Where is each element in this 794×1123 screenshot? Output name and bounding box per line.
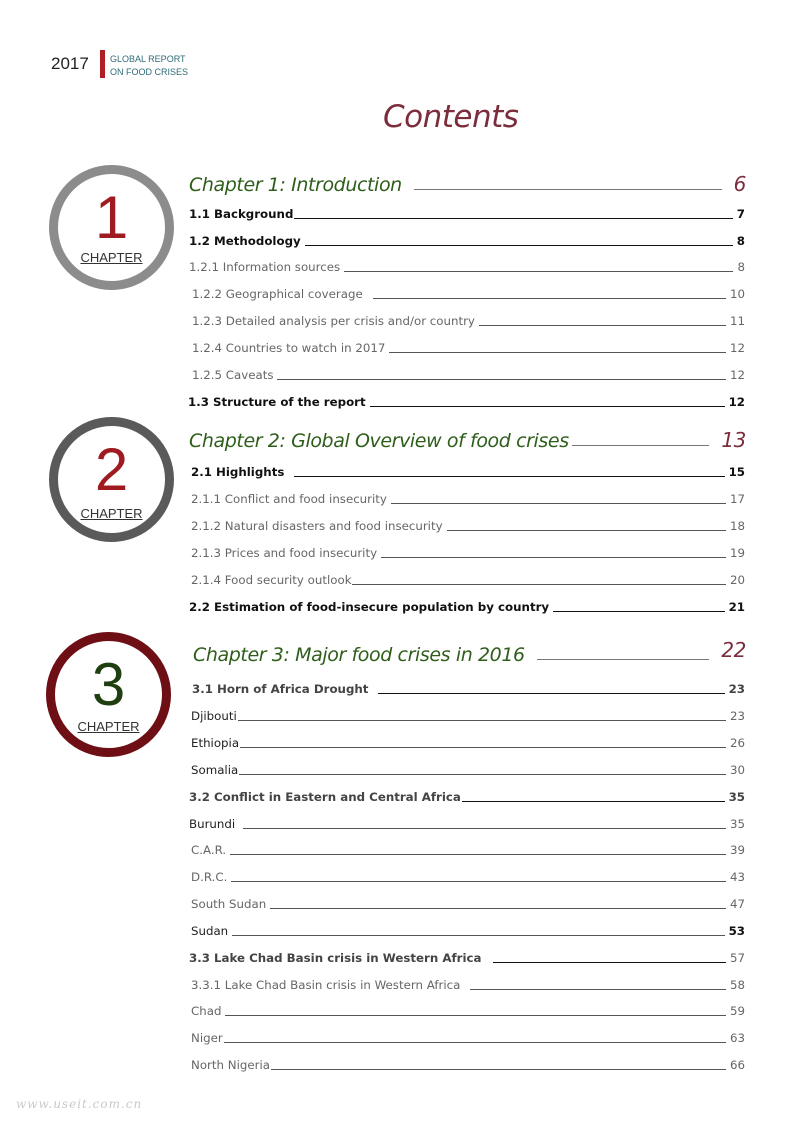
toc-entry[interactable] — [189, 789, 745, 805]
toc-entry[interactable] — [191, 923, 745, 939]
watermark: www.useit.com.cn — [16, 1097, 143, 1111]
toc-entry-label: 2.1.3 Prices and food insecurity — [191, 546, 378, 560]
toc-entry[interactable] — [191, 869, 745, 885]
toc-leader — [243, 828, 726, 829]
toc-leader — [447, 530, 726, 531]
toc-entry-page: 17 — [729, 492, 745, 506]
chapter-2-badge — [49, 417, 174, 542]
toc-chapter-title: Chapter 2: Global Overview of food crises — [189, 430, 569, 452]
toc-leader — [294, 218, 732, 219]
toc-leader — [225, 1015, 726, 1016]
toc-leader — [344, 271, 733, 272]
toc-leader — [240, 747, 726, 748]
report-year: 2017 — [51, 54, 89, 73]
toc-entry[interactable] — [189, 233, 745, 249]
toc-entry[interactable] — [191, 1057, 745, 1073]
header-accent-bar — [100, 50, 105, 78]
toc-entry-label: 2.1 Highlights — [191, 465, 285, 479]
toc-entry-label: Djibouti — [191, 709, 237, 723]
toc-leader — [373, 298, 726, 299]
toc-chapter-heading[interactable] — [189, 172, 746, 196]
toc-leader — [479, 325, 726, 326]
toc-entry-label: 1.2.4 Countries to watch in 2017 — [192, 341, 386, 355]
toc-entry-page: 21 — [728, 600, 745, 614]
report-title-line1: GLOBAL REPORT — [110, 54, 186, 64]
toc-entry-page: 12 — [729, 341, 745, 355]
toc-entry[interactable] — [191, 491, 745, 507]
toc-leader — [352, 584, 726, 585]
page-title: Contents — [383, 99, 519, 135]
chapter-1-badge — [49, 165, 174, 290]
toc-chapter-heading[interactable] — [189, 428, 746, 452]
toc-entry-page: 20 — [729, 573, 745, 587]
toc-entry-page: 12 — [729, 368, 745, 382]
toc-entry-page: 43 — [729, 870, 745, 884]
toc-entry[interactable] — [191, 896, 745, 912]
toc-entry-label: 1.2.2 Geographical coverage — [192, 287, 363, 301]
chapter-1-badge-number: 1 — [94, 184, 129, 251]
toc-leader — [389, 352, 726, 353]
toc-entry[interactable] — [191, 518, 745, 534]
toc-entry-label: Somalia — [191, 763, 239, 777]
toc-entry-label: Chad — [191, 1004, 222, 1018]
toc-entry-page: 18 — [729, 519, 745, 533]
toc-entry-page: 10 — [729, 287, 745, 301]
toc-leader — [370, 406, 725, 407]
toc-entry-page: 23 — [728, 682, 745, 696]
toc-entry-page: 26 — [729, 736, 745, 750]
toc-leader — [414, 189, 722, 190]
toc-entry[interactable] — [191, 762, 745, 778]
toc-leader — [381, 557, 726, 558]
toc-entry-label: 1.2 Methodology — [189, 234, 301, 248]
toc-entry-label: Sudan — [191, 924, 229, 938]
toc-entry-label: 1.1 Background — [189, 207, 294, 221]
toc-entry[interactable] — [191, 708, 745, 724]
toc-entry-label: 1.2.5 Caveats — [192, 368, 274, 382]
toc-entry-label: 3.3.1 Lake Chad Basin crisis in Western Africa — [191, 978, 461, 992]
toc-entry[interactable] — [191, 572, 745, 588]
chapter-3-badge-number: 3 — [91, 651, 126, 718]
toc-leader — [462, 801, 725, 802]
toc-chapter-page: 22 — [721, 638, 746, 662]
toc-leader — [391, 503, 726, 504]
toc-leader — [270, 908, 726, 909]
toc-entry[interactable] — [191, 842, 745, 858]
toc-entry[interactable] — [191, 1030, 745, 1046]
chapter-2-badge-number: 2 — [94, 436, 129, 503]
toc-entry-page: 35 — [728, 790, 745, 804]
toc-leader — [224, 1042, 726, 1043]
toc-entry-page: 66 — [729, 1058, 745, 1072]
toc-chapter-title: Chapter 3: Major food crises in 2016 — [193, 644, 525, 666]
toc-entry[interactable] — [191, 977, 745, 993]
toc-entry[interactable] — [192, 681, 745, 697]
toc-leader — [232, 935, 724, 936]
toc-entry[interactable] — [191, 1003, 745, 1019]
toc-entry-page: 19 — [729, 546, 745, 560]
toc-leader — [238, 720, 726, 721]
report-title — [110, 53, 188, 79]
toc-entry-label: 2.1.2 Natural disasters and food insecurity — [191, 519, 443, 533]
toc-entry-page: 23 — [729, 709, 745, 723]
toc-entry[interactable] — [189, 259, 745, 275]
toc-leader — [277, 379, 726, 380]
toc-entry[interactable] — [192, 340, 745, 356]
toc-entry-page: 8 — [736, 234, 745, 248]
chapter-3-badge-label: CHAPTER — [77, 719, 140, 734]
toc-entry-label: 3.3 Lake Chad Basin crisis in Western Africa — [189, 951, 482, 965]
toc-leader — [553, 611, 724, 612]
toc-entry-page: 30 — [729, 763, 745, 777]
toc-entry-label: South Sudan — [191, 897, 267, 911]
toc-entry-page: 53 — [728, 924, 745, 938]
toc-entry-label: 1.2.1 Information sources — [189, 260, 341, 274]
toc-entry-page: 39 — [729, 843, 745, 857]
toc-leader — [470, 989, 726, 990]
toc-chapter-page: 13 — [721, 428, 746, 452]
toc-entry-page: 8 — [737, 260, 745, 274]
toc-leader — [305, 245, 733, 246]
toc-entry-page: 12 — [728, 395, 745, 409]
toc-entry[interactable] — [189, 816, 745, 832]
toc-entry[interactable] — [192, 367, 745, 383]
toc-entry[interactable] — [192, 286, 745, 302]
toc-entry[interactable] — [189, 950, 745, 966]
toc-entry[interactable] — [189, 206, 745, 222]
toc-entry-label: 2.1.4 Food security outlook — [191, 573, 352, 587]
toc-entry-label: Ethiopia — [191, 736, 240, 750]
toc-entry-label: 2.2 Estimation of food-insecure population by country — [189, 600, 550, 614]
toc-entry-page: 11 — [729, 314, 745, 328]
toc-entry[interactable] — [191, 545, 745, 561]
toc-leader — [493, 962, 726, 963]
toc-entry-label: 2.1.1 Conflict and food insecurity — [191, 492, 387, 506]
toc-entry-label: Burundi — [189, 817, 236, 831]
toc-leader — [537, 659, 710, 660]
toc-leader — [239, 774, 726, 775]
toc-entry-label: 3.1 Horn of Africa Drought — [192, 682, 369, 696]
toc-leader — [572, 445, 710, 446]
toc-entry-label: C.A.R. — [191, 843, 227, 857]
toc-leader — [378, 693, 724, 694]
toc-leader — [231, 881, 726, 882]
toc-entry[interactable] — [191, 735, 745, 751]
toc-entry-label: 3.2 Conflict in Eastern and Central Africa — [189, 790, 461, 804]
report-title-line2: ON FOOD CRISES — [110, 67, 189, 77]
toc-entry-page: 15 — [728, 465, 745, 479]
toc-leader — [230, 854, 726, 855]
toc-entry-page: 7 — [736, 207, 745, 221]
toc-entry-page: 58 — [729, 978, 745, 992]
toc-entry-page: 59 — [729, 1004, 745, 1018]
toc-chapter-title: Chapter 1: Introduction — [189, 174, 402, 196]
chapter-2-badge-label: CHAPTER — [80, 506, 143, 521]
toc-entry[interactable] — [189, 599, 745, 615]
toc-leader — [271, 1069, 726, 1070]
toc-entry-label: Niger — [191, 1031, 223, 1045]
toc-entry-page: 35 — [729, 817, 745, 831]
toc-chapter-heading[interactable] — [193, 638, 746, 666]
toc-entry-page: 47 — [729, 897, 745, 911]
toc-chapter-page: 6 — [733, 172, 746, 196]
chapter-3-badge — [46, 632, 171, 757]
toc-leader — [294, 476, 724, 477]
chapter-1-badge-label: CHAPTER — [80, 250, 143, 265]
toc-entry[interactable] — [192, 313, 745, 329]
toc-entry-label: 1.2.3 Detailed analysis per crisis and/or country — [192, 314, 475, 328]
toc-entry-page: 63 — [729, 1031, 745, 1045]
toc-entry-label: 1.3 Structure of the report — [188, 395, 366, 409]
toc-entry-label: D.R.C. — [191, 870, 228, 884]
toc-entry[interactable] — [188, 394, 745, 410]
toc-entry[interactable] — [191, 464, 745, 480]
toc-entry-page: 57 — [729, 951, 745, 965]
toc-entry-label: North Nigeria — [191, 1058, 270, 1072]
